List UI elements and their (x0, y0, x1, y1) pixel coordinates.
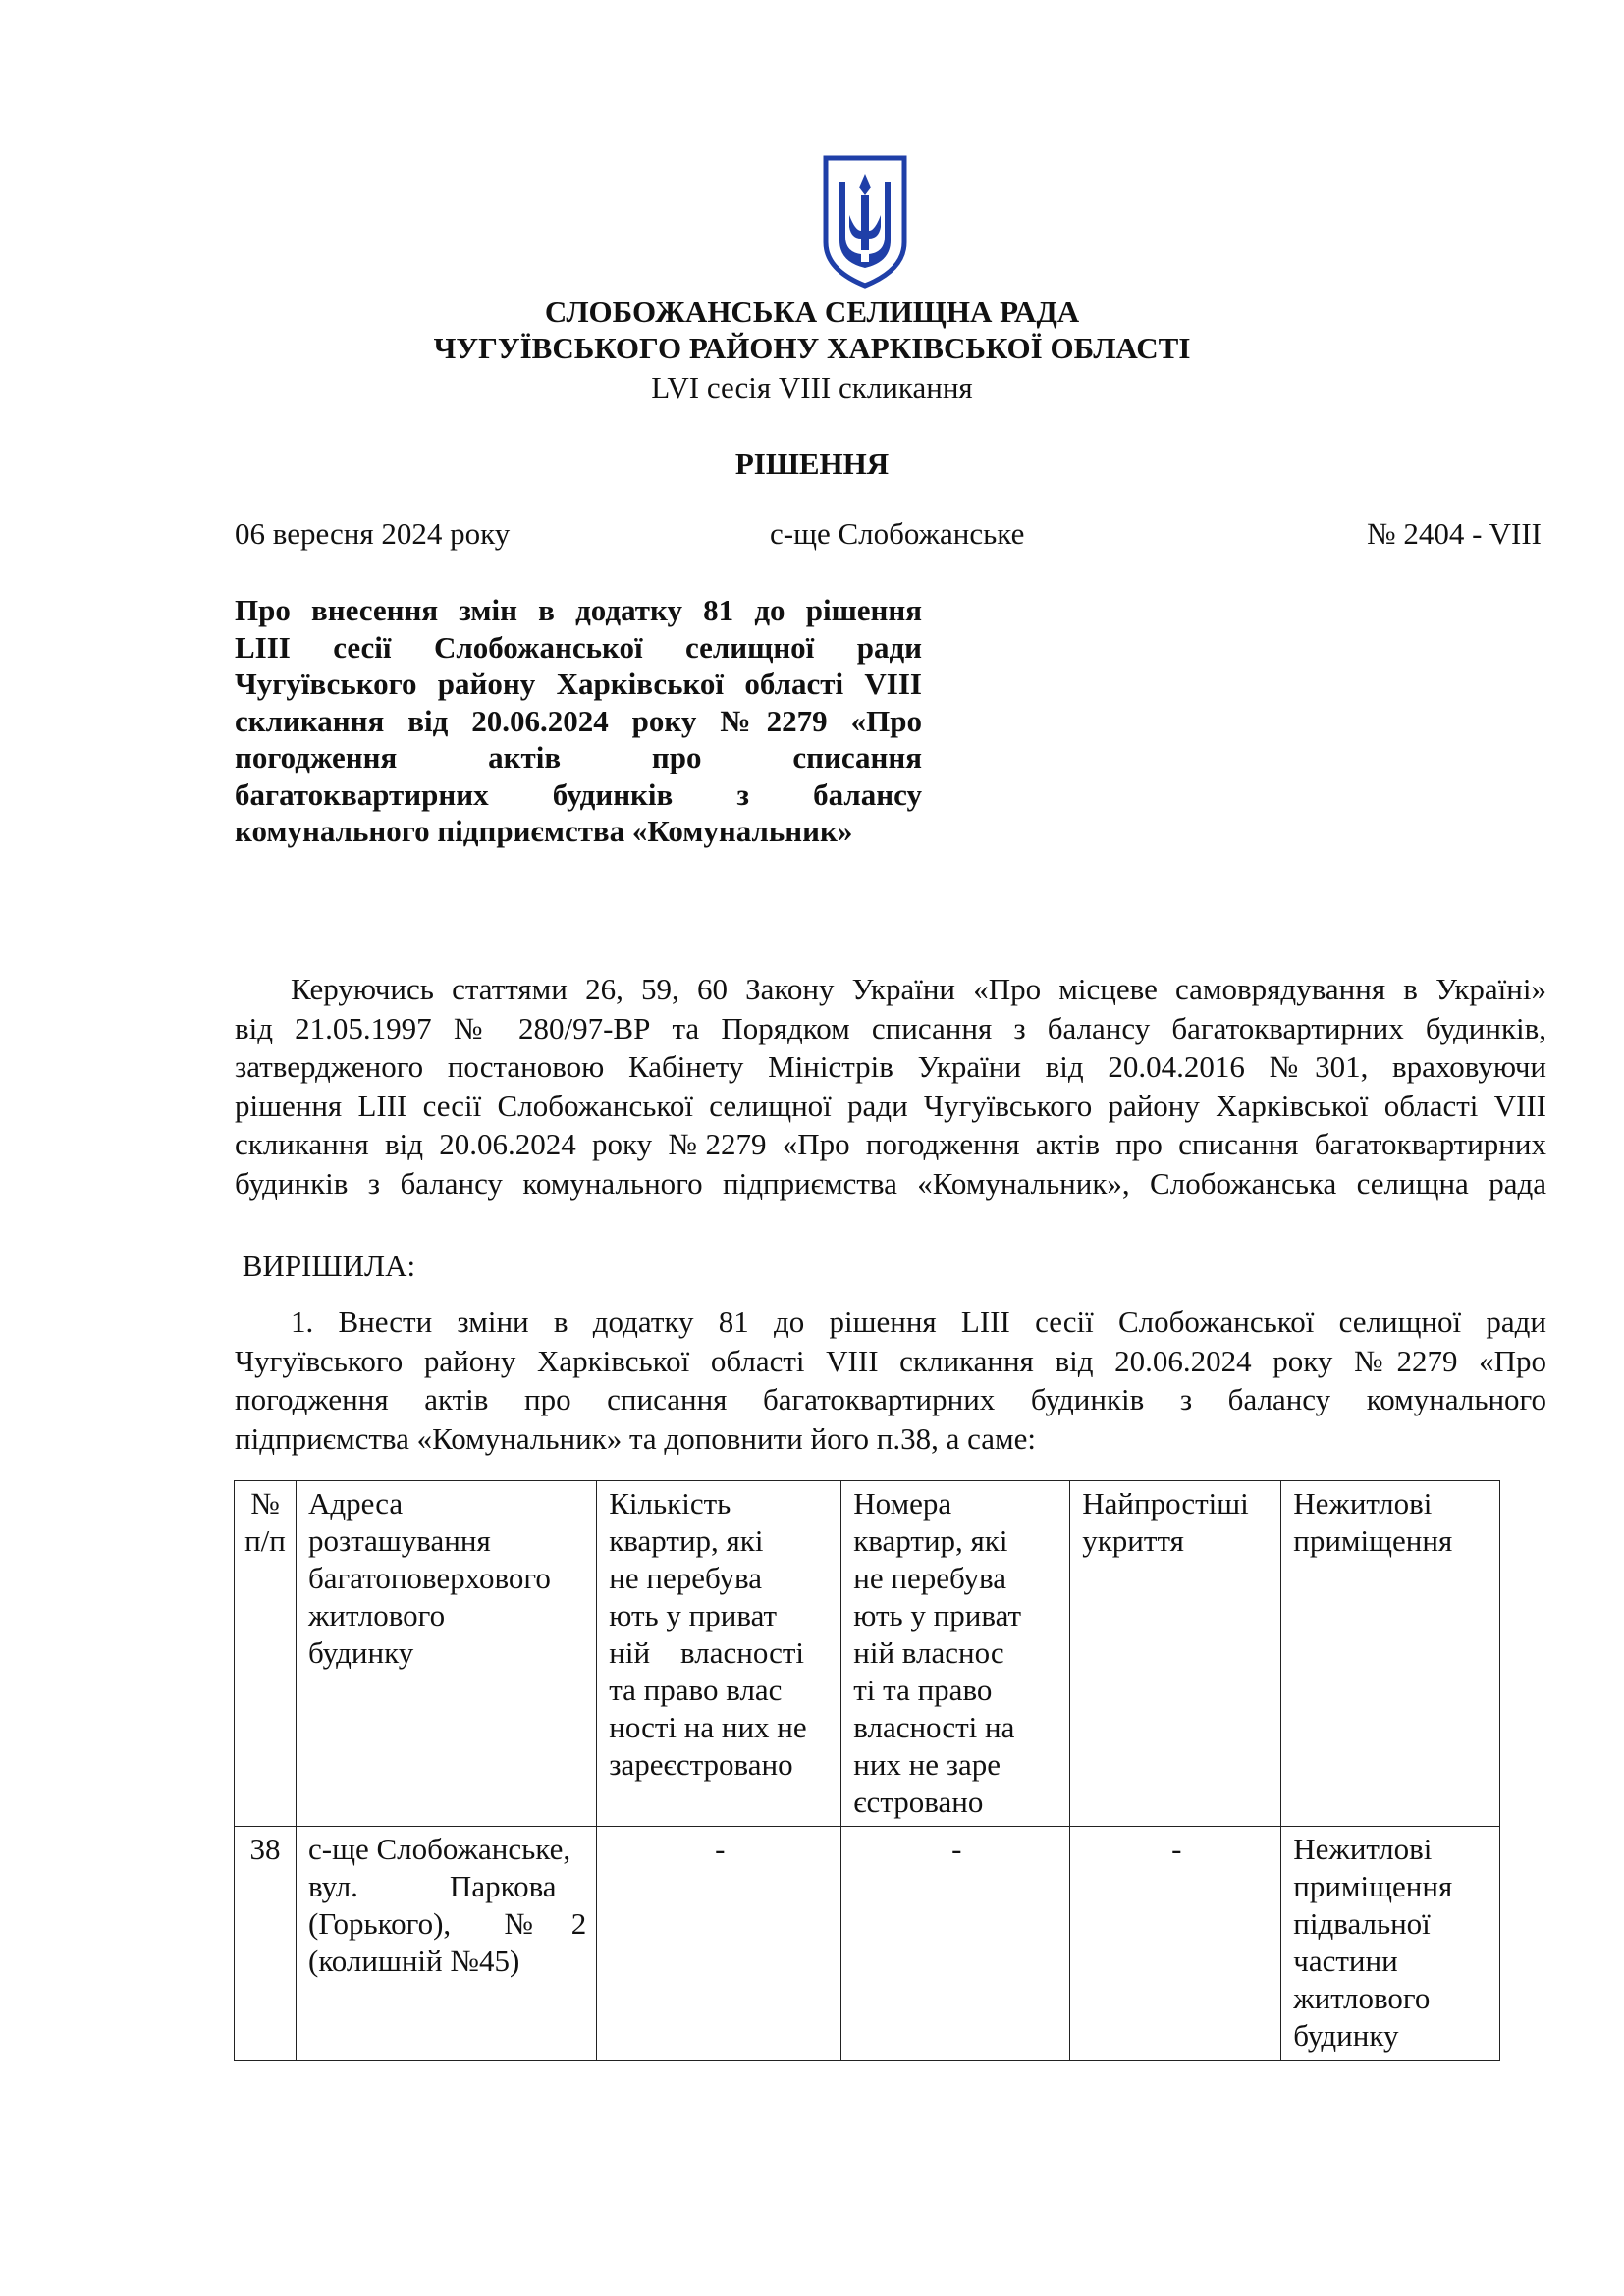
subject-line: багатоквартирних будинків з балансу (235, 776, 922, 812)
header-cell-shelters: Найпростіші укриття (1070, 1481, 1281, 1827)
item-line: Чугуївського району Харківської області VIII скликання від 20.06.2024 року №2279 «Про (235, 1343, 1546, 1378)
decision-subject (235, 592, 922, 850)
preamble-line: рішення LIII сесії Слобожанської селищної ради Чугуївського району Харківської області VIII (235, 1088, 1546, 1123)
preamble-line: затвердженого постановою Кабінету Міністрів України від 20.04.2016 №301, враховуючи (235, 1049, 1546, 1084)
header-cell-address: Адреса розташування багатоповерхового житлового будинку (297, 1481, 597, 1827)
preamble-line: будинків з балансу комунального підприємства «Комунальник», Слобожанська селищна рада (235, 1165, 1546, 1201)
header-cell-apartments-numbers: Номера квартир, які не перебува ють у приват ній власнос ті та право власності на них не заре єстровано (841, 1481, 1070, 1827)
header-cell-number: № п/п (235, 1481, 297, 1827)
preamble (235, 970, 1546, 1202)
header-cell-apartments-count: Кількість квартир, які не перебува ють у приват ній власності та право влас ності на них не зареєстровано (597, 1481, 841, 1827)
subject-line: LIII сесії Слобожанської селищної ради (235, 629, 922, 665)
preamble-line: скликання від 20.06.2024 року №2279 «Про погодження актів про списання багатоквартирних (235, 1127, 1546, 1161)
subject-line: погодження актів про списання (235, 740, 922, 774)
subject-line: комунального підприємства «Комунальник» (235, 814, 853, 848)
coat-of-arms-of-ukraine-icon (818, 152, 912, 290)
item-line: погодження актів про списання багатоквартирних будинків з балансу комунального (235, 1382, 1546, 1416)
preamble-line: Керуючись статтями 26, 59, 60 Закону України «Про місцеве самоврядування в Україні» (291, 972, 1546, 1006)
row-apartments-count-cell: - (597, 1827, 841, 2061)
header-cell-premises: Нежитлові приміщення (1281, 1481, 1500, 1827)
row-premises-cell: Нежитлові приміщення підвальної частини житлового будинку (1281, 1827, 1500, 2061)
decision-place: с-ще Слобожанське (770, 516, 1025, 551)
preamble-line: від 21.05.1997 № 280/97-ВР та Порядком списання з балансу багатоквартирних будинків, (235, 1010, 1546, 1045)
council-name: СЛОБОЖАНСЬКА СЕЛИЩНА РАДА (544, 294, 1080, 329)
district-name: ЧУГУЇВСЬКОГО РАЙОНУ ХАРКІВСЬКОЇ ОБЛАСТІ (433, 331, 1191, 365)
subject-line: Чугуївського району Харківської області VIII (235, 667, 922, 701)
row-apartments-numbers-cell: - (841, 1827, 1070, 2061)
subject-line: Про внесення змін в додатку 81 до рішення (235, 593, 922, 627)
document-type: РІШЕННЯ (734, 447, 890, 481)
decision-number: № 2404 - VIII (1367, 516, 1542, 551)
item-1 (235, 1303, 1546, 1458)
session-line: LVI сесія VIII скликання (651, 370, 973, 404)
subject-line: скликання від 20.06.2024 року №2279 «Про (235, 703, 922, 738)
row-address-cell: с-ще Слобожанське, вул. Паркова (Горького), № 2 (колишній №45) (297, 1827, 597, 2061)
amendment-table (234, 1480, 1500, 2061)
item-line: підприємства «Комунальник» та доповнити його п.38, а саме: (235, 1420, 1037, 1456)
row-number-cell: 38 (235, 1827, 297, 2061)
decision-date: 06 вересня 2024 року (235, 516, 511, 551)
item-line: 1. Внести зміни в додатку 81 до рішення LIII сесії Слобожанської селищної ради (291, 1305, 1546, 1339)
table-row (235, 1827, 1500, 2061)
row-shelters-cell: - (1070, 1827, 1281, 2061)
decided-heading: ВИРІШИЛА: (235, 1249, 416, 1283)
table-header-row (235, 1481, 1500, 1827)
